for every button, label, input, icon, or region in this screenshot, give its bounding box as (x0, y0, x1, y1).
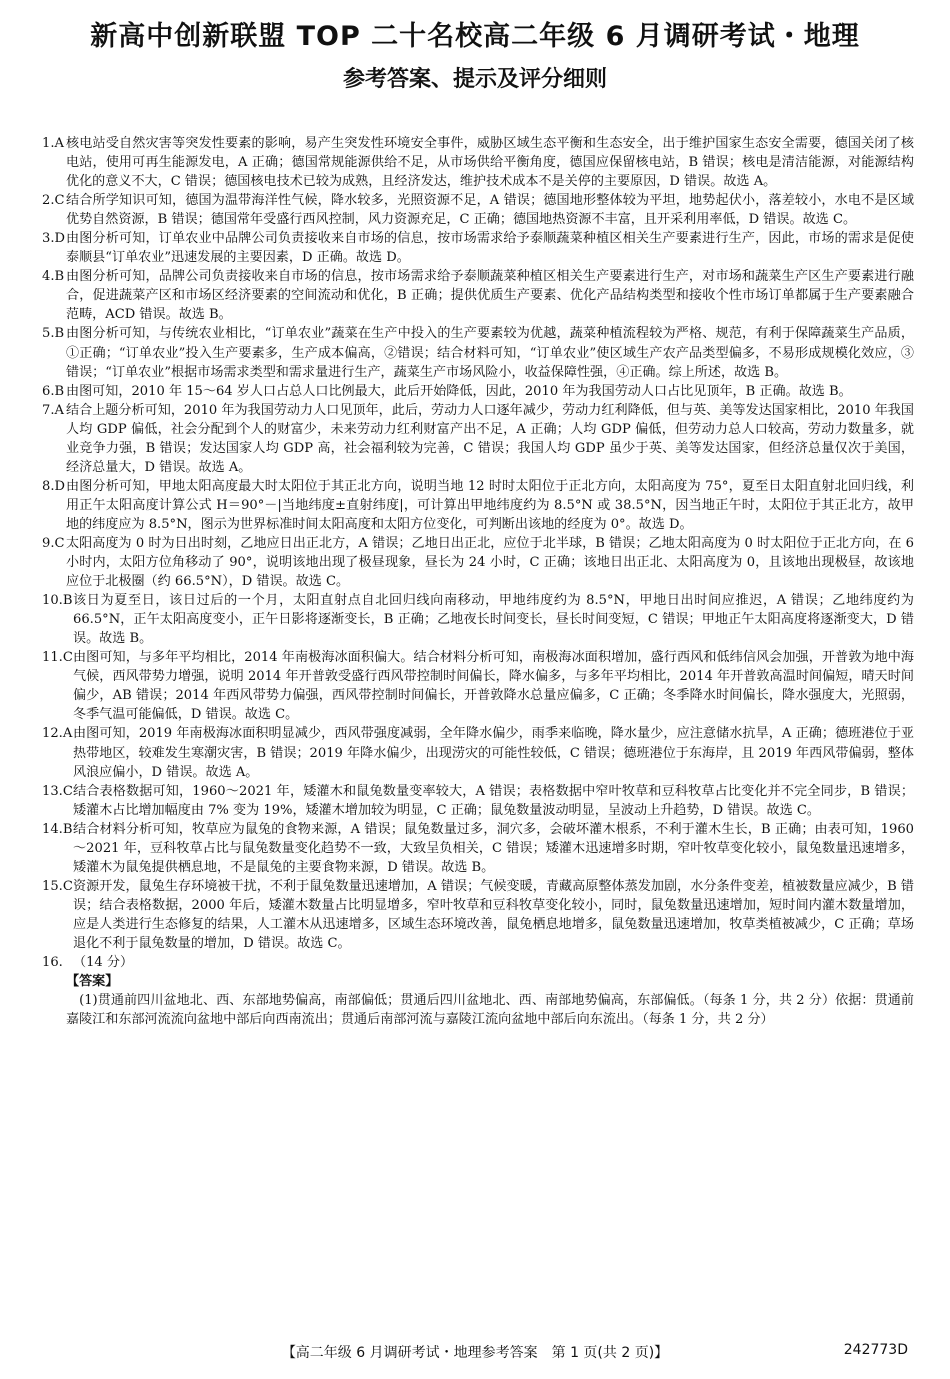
item-number: 3.D (42, 231, 65, 247)
answer-item-1 (42, 134, 914, 191)
item-number: 9.C (42, 535, 65, 551)
answer-item-4 (42, 267, 914, 324)
answer-item-6 (42, 382, 914, 401)
item-text: 由图可知，2010 年 15～64 岁人口占总人口比例最大，此后开始降低，因此，2010 年为我国劳动人口占比见顶年，B 正确。故选 B。 (66, 383, 852, 399)
item-number: 15.C (42, 878, 73, 894)
item-text: 该日为夏至日，该日过后的一个月，太阳直射点自北回归线向南移动，甲地纬度约为 8.5°N，甲地日出时间应推迟，A 错误；乙地纬度约为 66.5°N，正午太阳高度变小，正午日影将逐渐变长，B 正确；乙地夜长时间变长，昼长时间变短，C 错误；甲地正午太阳高度将逐渐变大，D 错误。故选 B。 (73, 593, 914, 647)
answer-item-5 (42, 324, 914, 381)
footer-exam-code: 242773D (843, 1342, 908, 1358)
item-number: 6.B (42, 383, 65, 399)
item-text: 由图可知，2019 年南极海冰面积明显减少，西风带强度减弱，全年降水偏少，雨季来临晚，降水量少，应注意储水抗旱，A 正确；德班港位于亚热带地区，较难发生寒潮灾害，B 错误；2019 年降水偏少，出现涝灾的可能性较低，C 错误；德班港位于东海岸，且 2019 年西风带偏弱，整体风浪应偏小，D 错误。故选 A。 (73, 726, 914, 780)
item-number: 10.B (42, 593, 73, 609)
page-title: 新高中创新联盟 TOP 二十名校高二年级 6 月调研考试・地理 (90, 21, 860, 52)
answer-item-9 (42, 534, 914, 591)
answer-item-11 (42, 648, 914, 724)
item-text: 结合所学知识可知，德国为温带海洋性气候，降水较多，光照资源不足，A 错误；德国地形整体较为平坦，地势起伏小，落差较小，水电不是区域优势自然资源，B 错误；德国常年受盛行西风控制，风力资源充足，C 正确；德国地热资源不丰富，且开采利用率低，D 错误。故选 C。 (66, 193, 914, 228)
item-text: 结合上题分析可知，2010 年为我国劳动力人口见顶年，此后，劳动力人口逐年减少，劳动力红利降低，但与英、美等发达国家相比，2010 年我国人均 GDP 偏低，社会分配到个人的财富少，未来劳动力红利财富产出不足，A 正确；人均 GDP 偏低，但劳动力总人口较高，劳动力数量多，就业竞争力强，B 错误；发达国家人均 GDP 高，社会福利较为完善，C 错误；我国人均 GDP 虽少于英、美等发达国家，但经济总量仅次于美国，经济总量大，D 错误。故选 A。 (66, 402, 914, 475)
answer-item-2 (42, 191, 914, 229)
item-text: 由图可知，与多年平均相比，2014 年南极海冰面积偏大。结合材料分析可知，南极海冰面积增加，盛行西风和低纬信风会加强，开普敦为地中海气候，西风带势力增强，说明 2014 年开普敦受盛行西风带控制时间偏长，降水偏多，与多年平均相比，2014 年开普敦高温时间偏短，晴天时间偏少，AB 错误；2014 年西风带势力偏强，西风带控制时间偏长，开普敦降水总量应偏多，C 正确；冬季降水时间偏长，降水强度大，光照弱，冬季气温可能偏低，D 错误。故选 C。 (73, 650, 914, 723)
item-text: 由图分析可知，与传统农业相比，“订单农业”蔬菜在生产中投入的生产要素较为优越，蔬菜种植流程较为严格、规范，有利于保障蔬菜生产品质，①正确；“订单农业”投入生产要素多，生产成本偏高，②错误；结合材料可知，“订单农业”使区域生产农产品类型偏多，不易形成规模化效应，③错误；“订单农业”根据市场需求类型和需求量进行生产，蔬菜生产市场风险小，收益保障性强，④正确。综上所述，故选 B。 (66, 326, 914, 380)
answer-label: 【答案】 (66, 974, 119, 990)
item-number: 8.D (42, 478, 65, 494)
answer-body (42, 134, 914, 1029)
item-text: 由图分析可知，甲地太阳高度最大时太阳位于其正北方向，说明当地 12 时时太阳位于正北方向，太阳高度为 75°，夏至日太阳直射北回归线，利用正午太阳高度计算公式 H＝90°－|当地纬度±直射纬度|，可计算出甲地纬度约为 8.5°N 或 38.5°N，因当地正午时，太阳位于其正北方，故甲地的纬度应为 8.5°N，图示为世界标准时间太阳高度和太阳方位变化，可判断出该地的经度为 0°。故选 D。 (66, 478, 914, 532)
item-number: 16. (42, 955, 63, 971)
answer-item-15 (42, 877, 914, 953)
item-text: 核电站受自然灾害等突发性要素的影响，易产生突发性环境安全事件，威胁区域生态平衡和生态安全，出于维护国家生态安全需要，德国关闭了核电站，使用可再生能源发电，A 正确；德国常规能源供给不足，从市场供给平衡角度，德国应保留核电站，B 错误；核电是清洁能源，对能源结构优化的意义不大，C 错误；德国核电技术已较为成熟，且经济发达，维护技术成本不是关停的主要原因，D 错误。故选 A。 (66, 136, 914, 190)
item-number: 2.C (42, 193, 65, 209)
item-text: 结合表格数据可知，1960～2021 年，矮灌木和鼠兔数量变率较大，A 错误；表格数据中窄叶牧草和豆科牧草占比变化并不完全同步，B 错误；矮灌木占比增加幅度由 7% 变为 19%，矮灌木增加较为明显，C 正确；鼠兔数量波动明显，呈波动上升趋势，D 错误。故选 C。 (73, 783, 914, 818)
item-number: 14.B (42, 821, 73, 837)
page-subtitle: 参考答案、提示及评分细则 (342, 67, 607, 92)
item-text: （14 分） (73, 955, 134, 971)
item-text: 结合材料分析可知，牧草应为鼠兔的食物来源，A 错误；鼠兔数量过多，洞穴多，会破坏灌木根系，不利于灌木生长，B 正确；由表可知，1960～2021 年，豆科牧草占比与鼠兔数量变化趋势不一致，大致呈负相关，C 错误；矮灌木迅速增多时期，窄叶牧草变化较小，鼠兔数量迅速增多，矮灌木为鼠兔提供栖息地，不是鼠兔的主要食物来源，D 错误。故选 B。 (73, 821, 914, 875)
item-number: 1.A (42, 136, 64, 151)
item-text: 资源开发，鼠兔生存环境被干扰，不利于鼠兔数量迅速增加，A 错误；气候变暖，青藏高原整体蒸发加剧，水分条件变差，植被数量应减少，B 错误；结合表格数据，2000 年后，矮灌木数量占比明显增多，窄叶牧草和豆科牧草变化较小，同时，鼠兔数量迅速增加，短时间内灌木数量增加，应是人类进行生态修复的结果，人工灌木从迅速增多，区域生态环境改善，鼠兔栖息地增多，鼠兔数量迅速增加，牧草类植被减少，C 正确；草场退化不利于鼠兔数量的增加，D 错误。故选 C。 (73, 878, 914, 951)
page-footer (0, 1342, 950, 1364)
item-number: 4.B (42, 269, 65, 285)
item-text: 太阳高度为 0 时为日出时刻，乙地应日出正北方，A 错误；乙地日出正北，应位于北半球，B 错误；乙地太阳高度为 0 时太阳位于正北方向，在 6 小时内，太阳方位角移动了 90°，说明该地出现了极昼现象，昼长为 24 小时，C 正确；该地日出正北、太阳高度为 0，且该地出现极昼，故该地应位于北极圈（约 66.5°N），D 错误。故选 C。 (66, 535, 914, 590)
answer-item-7 (42, 401, 914, 477)
answer-item-3 (42, 229, 914, 267)
item-text: 由图分析可知，品牌公司负责接收来自市场的信息，按市场需求给予泰顺蔬菜种植区相关生产要素进行生产，对市场和蔬菜生产区生产要素进行融合，促进蔬菜产区和市场区经济要素的空间流动和优化，B 正确；提供优质生产要素、优化产品结构类型和接收个性市场订单都属于生产要素融合范畴，ACD 错误。故选 B。 (66, 269, 914, 323)
answer-paragraph: (1)贯通前四川盆地北、西、东部地势偏高，南部偏低；贯通后四川盆地北、西、南部地势偏高，东部偏低。（每条 1 分，共 2 分）依据：贯通前嘉陵江和东部河流流向盆地中部后向西南流出；贯通后南部河流与嘉陵江流向盆地中部后向东流出。（每条 1 分，共 2 分） (66, 993, 914, 1028)
footer-page-info: 【高二年级 6 月调研考试・地理参考答案 第 1 页(共 2 页)】 (281, 1345, 669, 1361)
answer-item-13 (42, 782, 914, 820)
item-number: 12.A (42, 726, 73, 742)
answer-item-10 (42, 591, 914, 648)
item-number: 5.B (42, 326, 65, 342)
answer-item-12 (42, 724, 914, 781)
answer-item-8 (42, 477, 914, 534)
item-number: 7.A (42, 402, 64, 418)
answer-item-14 (42, 820, 914, 877)
answer-item-16 (42, 953, 914, 972)
item-number: 13.C (42, 783, 73, 799)
item-number: 11.C (42, 650, 73, 666)
item-text: 由图分析可知，订单农业中品牌公司负责接收来自市场的信息，按市场需求给予泰顺蔬菜种植区相关生产要素进行生产，因此，市场的需求是促使泰顺县“订单农业”迅速发展的主要因素，D 正确。故选 D。 (66, 231, 914, 266)
